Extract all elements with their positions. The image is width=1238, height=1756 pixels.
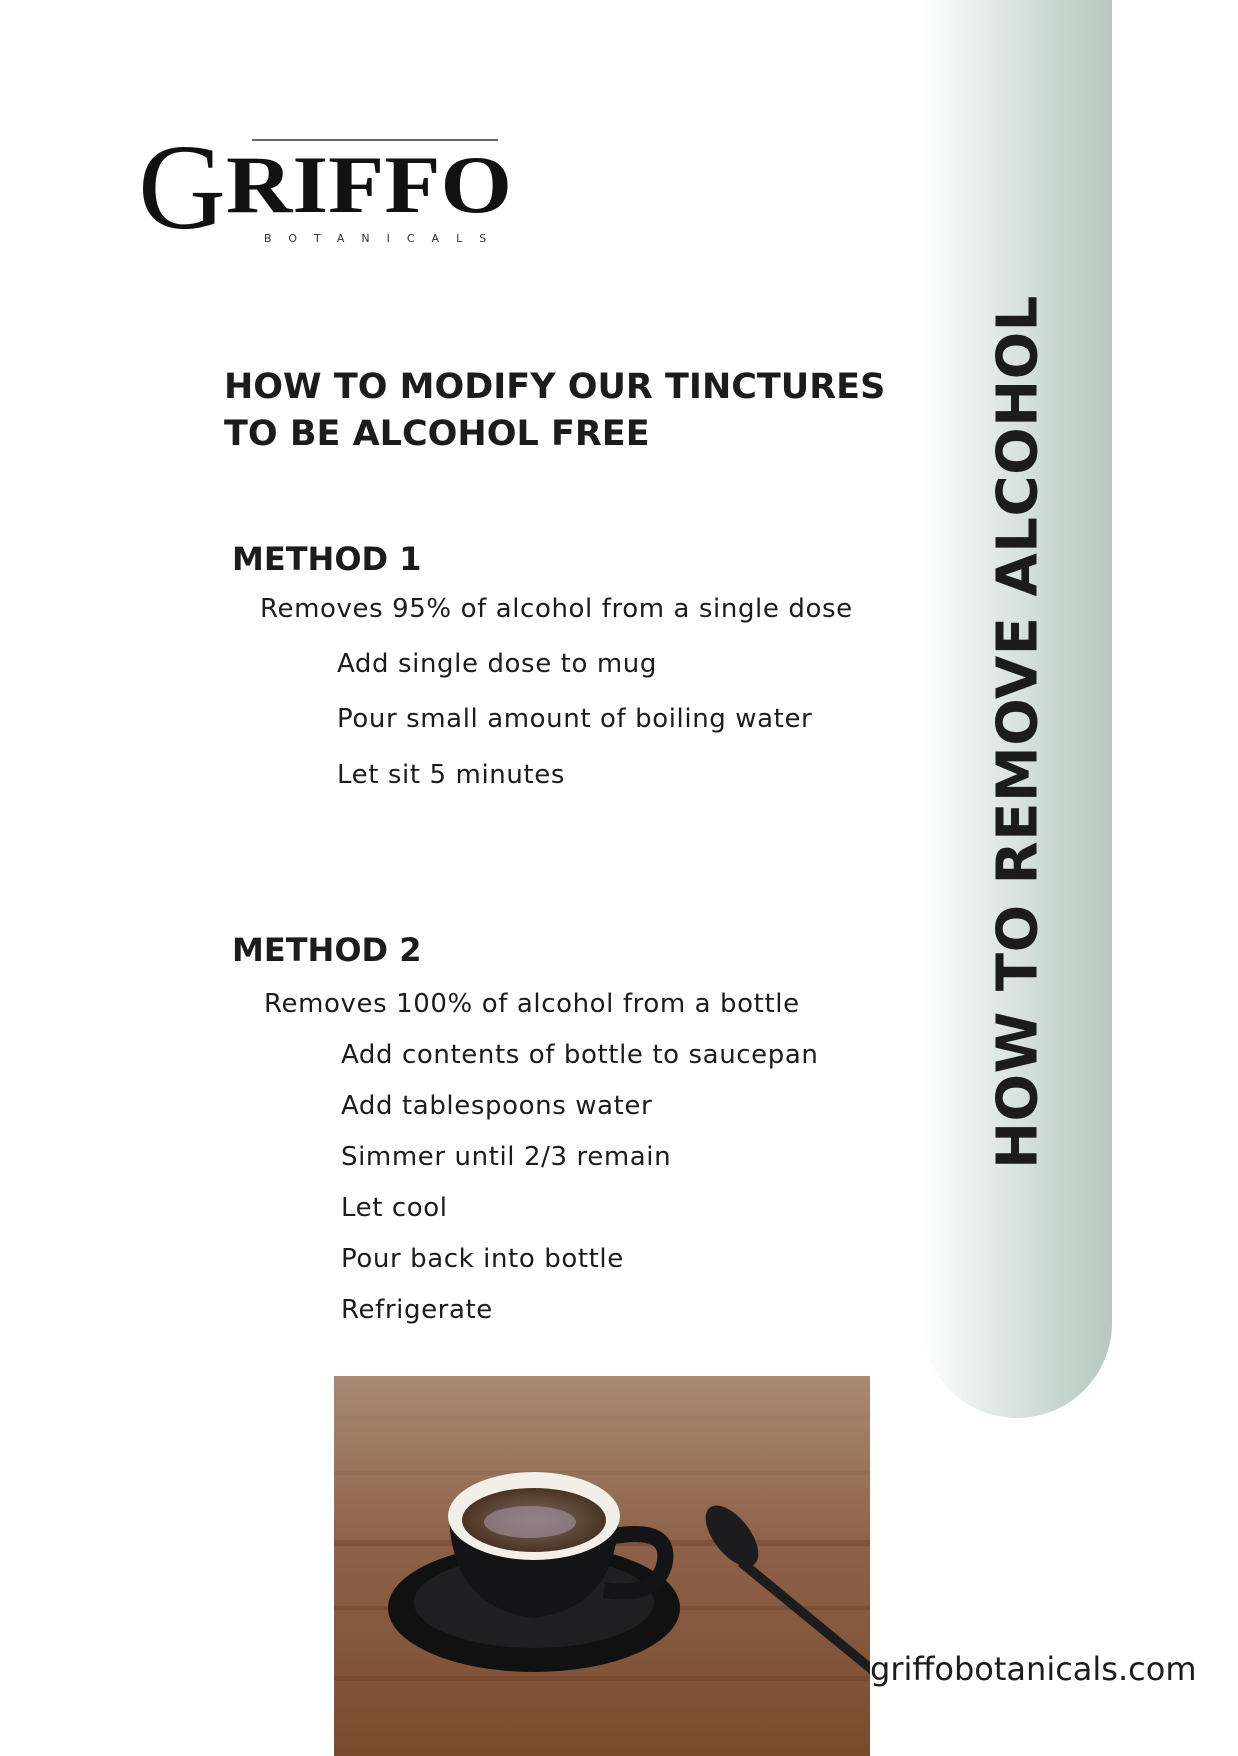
method-2-summary: Removes 100% of alcohol from a bottle <box>264 989 800 1019</box>
method-2-step: Simmer until 2/3 remain <box>341 1142 672 1172</box>
method-1-heading: METHOD 1 <box>232 540 422 578</box>
tea-cup-photo <box>334 1376 870 1756</box>
website-url[interactable]: griffobotanicals.com <box>870 1650 1197 1688</box>
side-banner-title: HOW TO REMOVE ALCOHOL <box>985 295 1051 1169</box>
svg-text:BOTANICALS: BOTANICALS <box>264 232 504 245</box>
method-2-step: Let cool <box>341 1193 448 1223</box>
svg-text:RIFFO: RIFFO <box>226 139 512 230</box>
page-title-line-1: HOW TO MODIFY OUR TINCTURES <box>224 367 886 407</box>
griffo-logo <box>138 128 514 246</box>
method-2-step: Add tablespoons water <box>341 1091 653 1121</box>
page-title-line-2: TO BE ALCOHOL FREE <box>224 414 650 454</box>
page-title <box>224 364 885 458</box>
method-2-step: Pour back into bottle <box>341 1244 624 1274</box>
method-1-step: Pour small amount of boiling water <box>337 704 813 734</box>
svg-text:G: G <box>138 128 227 246</box>
method-2-heading: METHOD 2 <box>232 931 422 969</box>
method-2-step: Refrigerate <box>341 1295 493 1325</box>
method-2-step: Add contents of bottle to saucepan <box>341 1040 819 1070</box>
method-1-step: Add single dose to mug <box>337 649 657 679</box>
method-1-summary: Removes 95% of alcohol from a single dose <box>260 594 853 624</box>
method-1-step: Let sit 5 minutes <box>337 760 565 790</box>
